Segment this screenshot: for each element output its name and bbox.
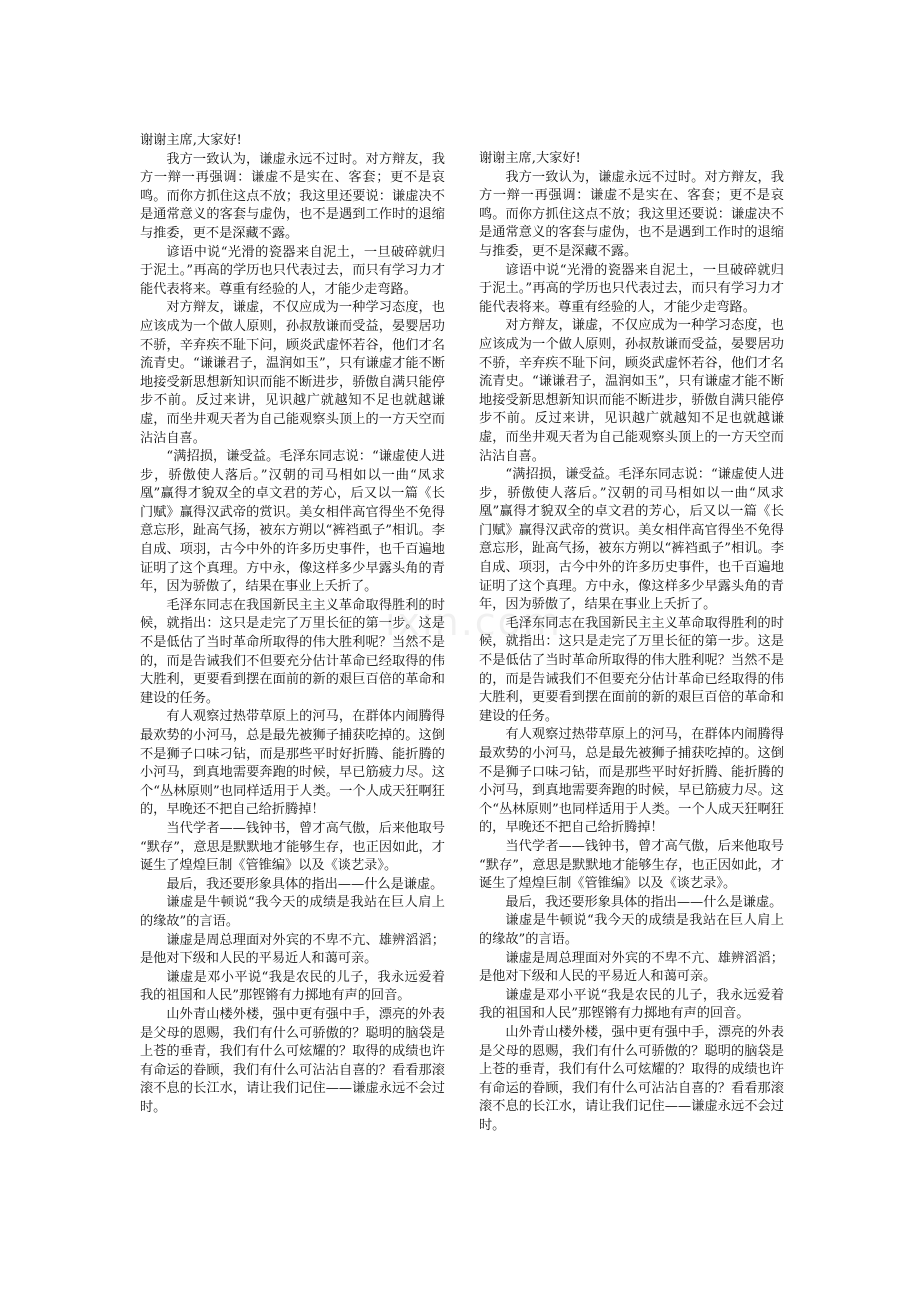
paragraph: 谦虚是邓小平说“我是农民的儿子，我永远爱着我的祖国和人民”那铿锵有力掷地有声的回音。	[140, 969, 445, 1004]
paragraph: “满招损，谦受益。毛泽东同志说：“谦虚使人进步，骄傲使人落后。”汉朝的司马相如以一曲“凤求凰”赢得才貌双全的卓文君的芳心，后又以一篇《长门赋》赢得汉武帝的赏识。美女相伴高官得坐不免得意忘形，趾高气扬，被东方朔以“裤裆虱子”相讥。李自成、项羽，古今中外的许多历史事件，也千百遍地证明了这个真理。方中永，像这样多少早露头角的青年，因为骄傲了，结果在事业上夭折了。	[140, 449, 445, 595]
paragraph: 当代学者——钱钟书，曾才高气傲，后来他取号 “默存”，意思是默默地才能够生存，也正因如此，才诞生了煌煌巨制《管锥编》以及《谈艺录》。	[140, 820, 445, 874]
paragraph: 谚语中说“光滑的瓷器来自泥土，一旦破碎就归于泥土。”再高的学历也只代表过去，而只有学习力才能代表将来。尊重有经验的人，才能少走弯路。	[479, 262, 784, 315]
paragraph: 我方一致认为，谦虚永远不过时。对方辩友，我方一辩一再强调：谦虚不是实在、客套；更不是哀鸣。而你方抓住这点不放；我这里还要说：谦虚决不是通常意义的客套与虚伪，也不是遇到工作时的退缩与推委，更不是深藏不露。	[479, 169, 784, 259]
paragraph: 毛泽东同志在我国新民主主义革命取得胜利的时候，就指出：这只是走完了万里长征的第一步。这是不是低估了当时革命所取得的伟大胜利呢？当然不是的，而是告诫我们不但要充分估计革命已经取得的伟大胜利，更要看到摆在面前的新的艰巨百倍的革命和建设的任务。	[140, 597, 445, 706]
paragraph: 毛泽东同志在我国新民主主义革命取得胜利的时候，就指出：这只是走完了万里长征的第一步。这是不是低估了当时革命所取得的伟大胜利呢？当然不是的，而是告诫我们不但要充分估计革命已经取得的伟大胜利，更要看到摆在面前的新的艰巨百倍的革命和建设的任务。	[479, 615, 784, 724]
paragraph: 谦虚是周总理面对外宾的不卑不亢、雄辨滔滔；是他对下级和人民的平易近人和蔼可亲。	[479, 950, 784, 985]
greeting: 谢谢主席,大家好!	[479, 151, 581, 166]
paragraph: 有人观察过热带草原上的河马，在群体内闹腾得最欢势的小河马，总是最先被狮子捕获吃掉的。这倒不是狮子口味刁钻，而是那些平时好折腾、能折腾的小河马，到真地需要奔跑的时候，早已筋疲力尽。这个“丛林原则”也同样适用于人类。一个人成天狂啊狂的，早晚还不把自己给折腾掉！	[140, 709, 445, 818]
paragraph: 谦虚是邓小平说“我是农民的儿子，我永远爱着我的祖国和人民”那铿锵有力掷地有声的回音。	[479, 987, 784, 1022]
paragraph: “满招损，谦受益。毛泽东同志说：“谦虚使人进步，骄傲使人落后。”汉朝的司马相如以一曲“凤求凰”赢得才貌双全的卓文君的芳心，后又以一篇《长门赋》赢得汉武帝的赏识。美女相伴高官得坐不免得意忘形，趾高气扬，被东方朔以“裤裆虱子”相讥。李自成、项羽，古今中外的许多历史事件，也千百遍地证明了这个真理。方中永，像这样多少早露头角的青年，因为骄傲了，结果在事业上夭折了。	[479, 467, 784, 613]
greeting: 谢谢主席,大家好!	[140, 133, 242, 148]
paragraph: 山外青山楼外楼，强中更有强中手，漂亮的外表是父母的恩赐，我们有什么可骄傲的？聪明的脑袋是上苍的垂青，我们有什么可炫耀的？取得的成绩也许有命运的眷顾，我们有什么可沾沾自喜的？看看那滚滚不息的长江水，请让我们记住——谦虚永远不会过时。	[479, 1024, 784, 1133]
paragraph: 谦虚是牛顿说“我今天的成绩是我站在巨人肩上的缘故”的言语。	[479, 913, 784, 947]
paragraph: 最后，我还要形象具体的指出——什么是谦虚。	[505, 894, 783, 910]
paragraph: 当代学者——钱钟书，曾才高气傲，后来他取号 “默存”，意思是默默地才能够生存，也正因如此，才诞生了煌煌巨制《管锥编》以及《谈艺录》。	[479, 838, 784, 892]
paragraph: 谦虚是牛顿说“我今天的成绩是我站在巨人肩上的缘故”的言语。	[140, 895, 445, 929]
paragraph: 山外青山楼外楼，强中更有强中手，漂亮的外表是父母的恩赐，我们有什么可骄傲的？聪明的脑袋是上苍的垂青，我们有什么可炫耀的？取得的成绩也许有命运的眷顾，我们有什么可沾沾自喜的？看看那滚滚不息的长江水，请让我们记住——谦虚永远不会过时。	[140, 1006, 445, 1115]
paragraph: 谦虚是周总理面对外宾的不卑不亢、雄辨滔滔；是他对下级和人民的平易近人和蔼可亲。	[140, 932, 445, 967]
paragraph: 我方一致认为，谦虚永远不过时。对方辩友，我方一辩一再强调：谦虚不是实在、客套；更不是哀鸣。而你方抓住这点不放；我这里还要说：谦虚决不是通常意义的客套与虚伪，也不是遇到工作时的退缩与推委，更不是深藏不露。	[140, 151, 445, 241]
paragraph: 对方辩友，谦虚，不仅应成为一种学习态度，也应该成为一个做人原则，孙叔敖谦而受益，晏婴居功不骄，辛弃疾不耻下问，顾炎武虚怀若谷，他们才名流青史。“谦谦君子，温润如玉”，只有谦虚才能不断地接受新思想新知识而能不断进步，骄傲自满只能停步不前。反过来讲，见识越广就越知不足也就越谦虚，而坐井观天者为自己能观察头顶上的一方天空而沾沾自喜。	[479, 318, 784, 464]
paragraph: 对方辩友，谦虚，不仅应成为一种学习态度，也应该成为一个做人原则，孙叔敖谦而受益，晏婴居功不骄，辛弃疾不耻下问，顾炎武虚怀若谷，他们才名流青史。“谦谦君子，温润如玉”，只有谦虚才能不断地接受新思想新知识而能不断进步，骄傲自满只能停步不前。反过来讲，见识越广就越知不足也就越谦虚，而坐井观天者为自己能观察头顶上的一方天空而沾沾自喜。	[140, 300, 445, 446]
paragraph: 最后，我还要形象具体的指出——什么是谦虚。	[166, 876, 444, 892]
watermark: ixin.com	[385, 600, 562, 644]
paragraph: 谚语中说“光滑的瓷器来自泥土，一旦破碎就归于泥土。”再高的学历也只代表过去，而只有学习力才能代表将来。尊重有经验的人，才能少走弯路。	[140, 244, 445, 297]
paragraph: 有人观察过热带草原上的河马，在群体内闹腾得最欢势的小河马，总是最先被狮子捕获吃掉的。这倒不是狮子口味刁钻，而是那些平时好折腾、能折腾的小河马，到真地需要奔跑的时候，早已筋疲力尽。这个“丛林原则”也同样适用于人类。一个人成天狂啊狂的，早晚还不把自己给折腾掉！	[479, 727, 784, 836]
